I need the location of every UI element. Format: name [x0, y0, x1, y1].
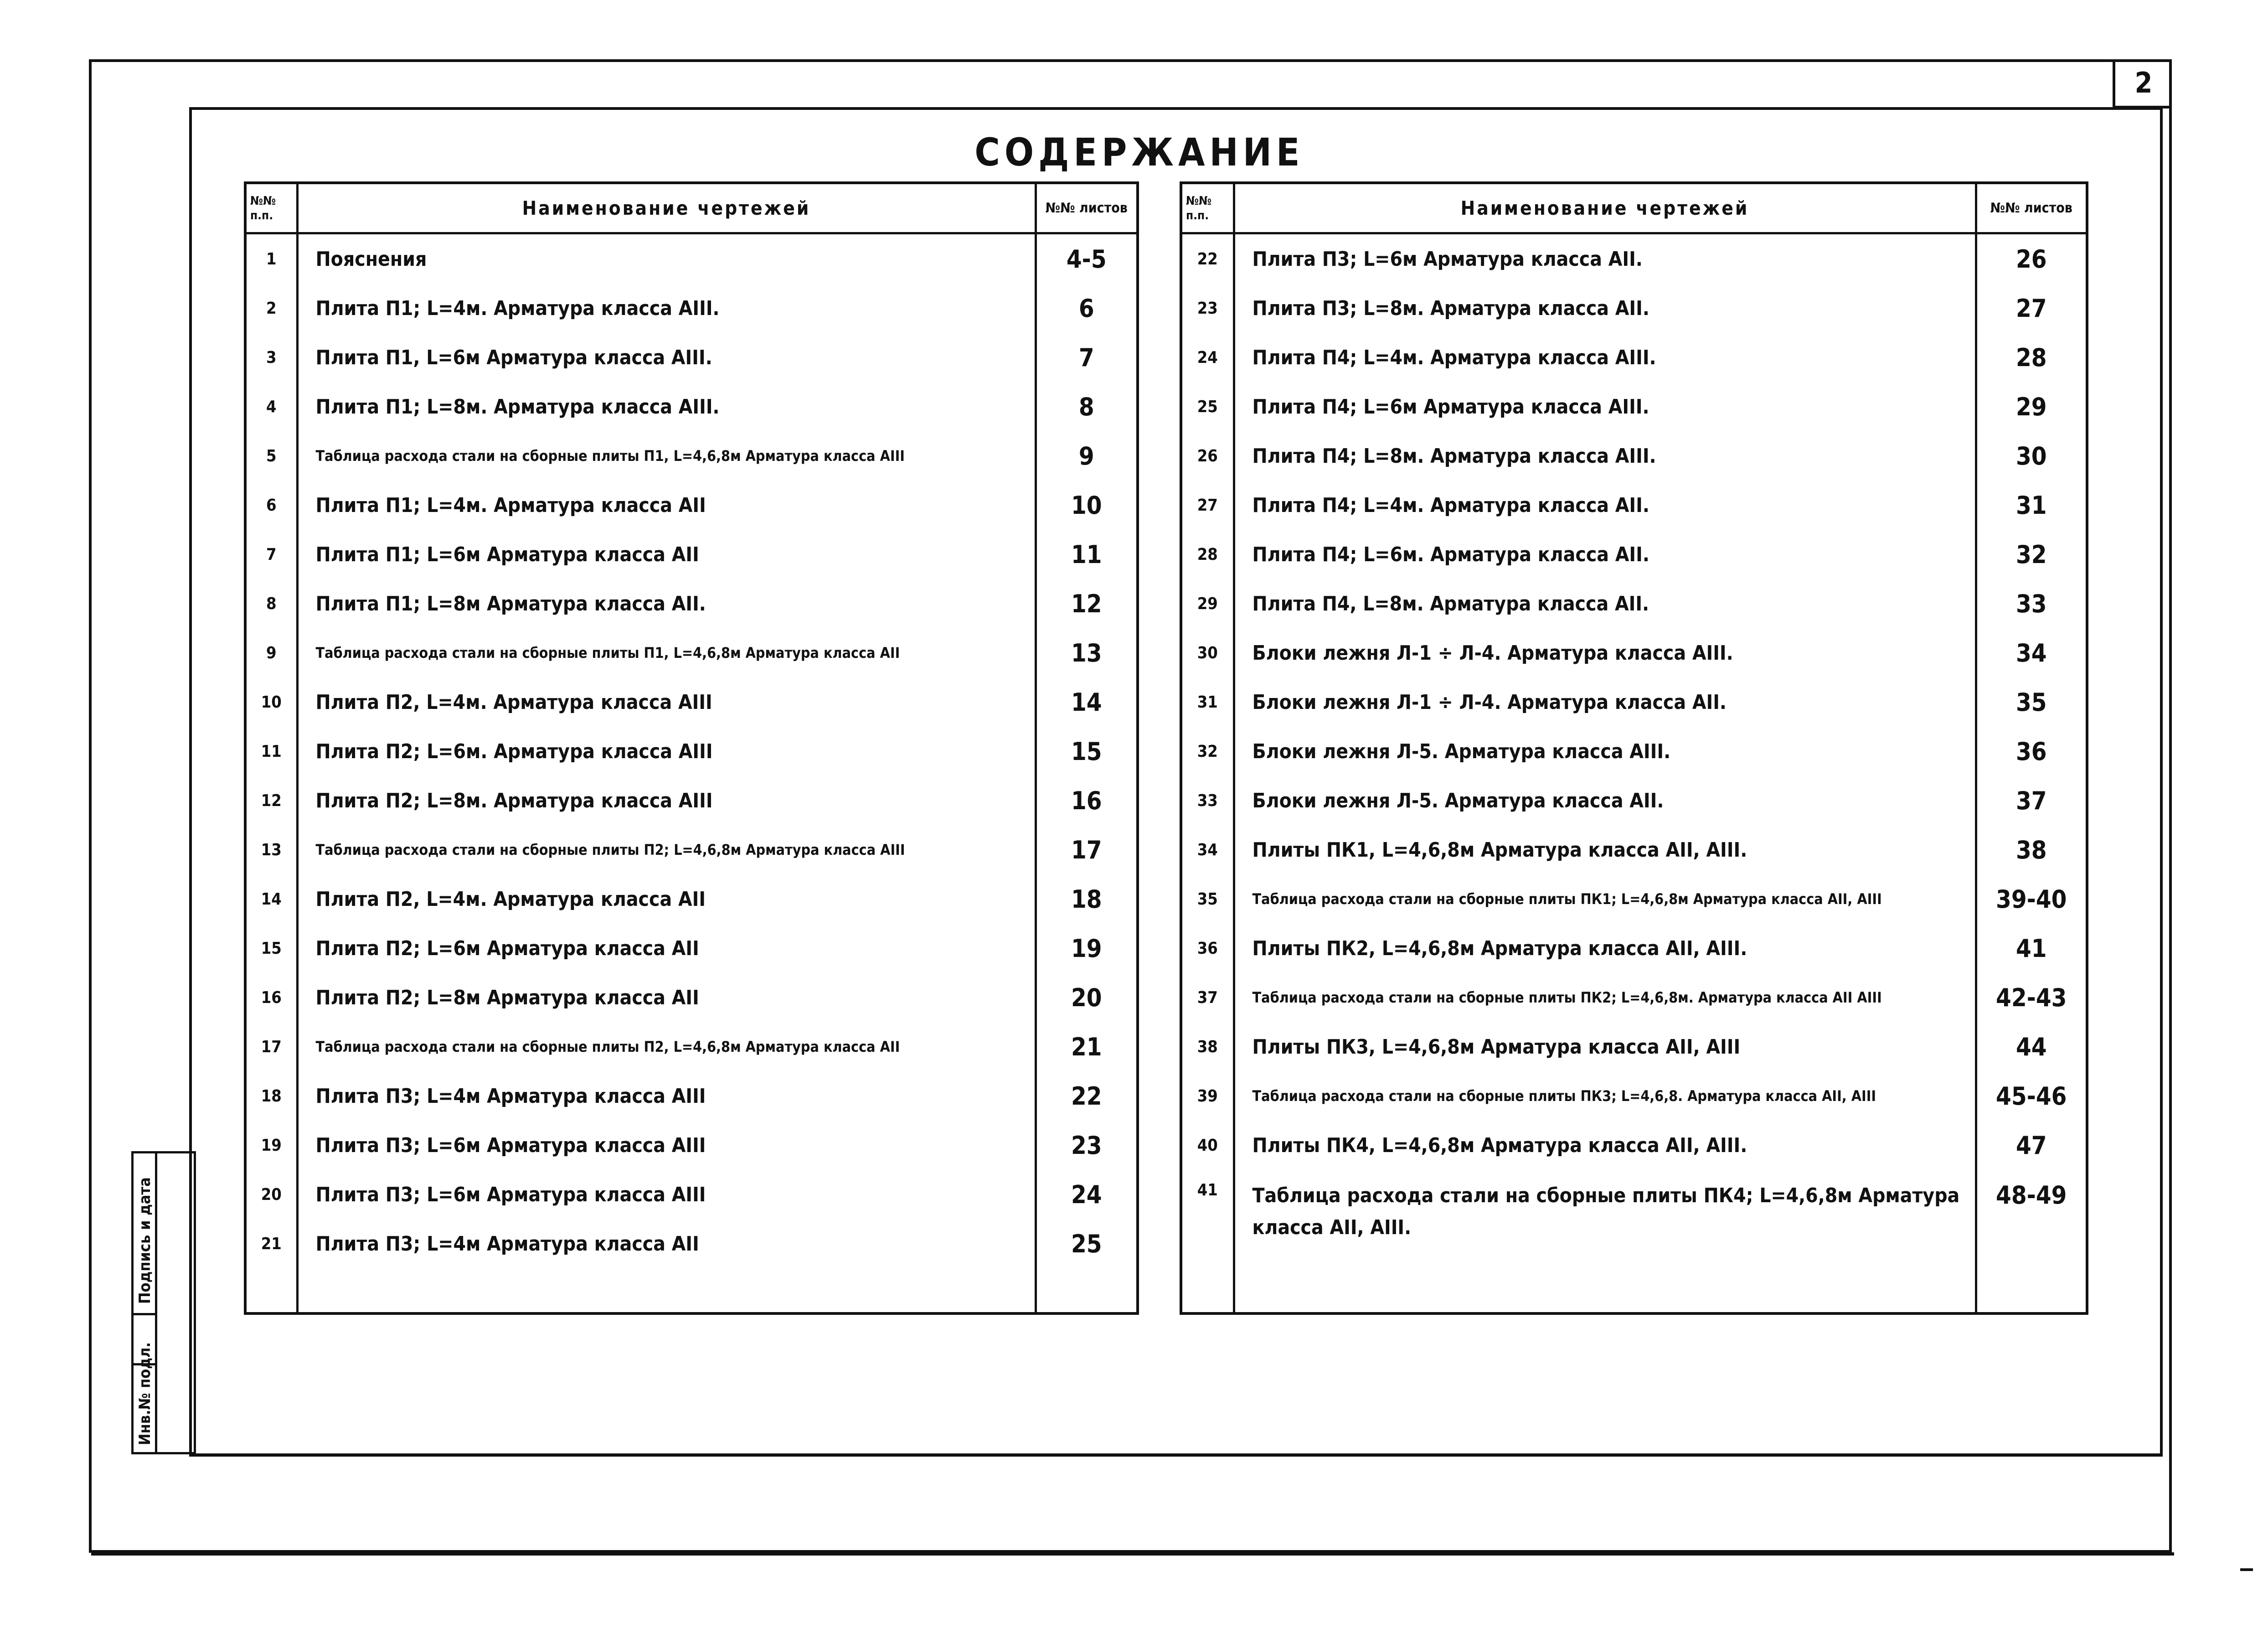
sheet-numbers: 18: [1036, 874, 1138, 924]
empty-cell: [297, 1268, 1036, 1313]
table-row: [245, 1071, 1138, 1121]
row-number: 4: [245, 382, 297, 431]
header-sheets: №№ листов: [1036, 183, 1138, 233]
table-row: [245, 874, 1138, 924]
drawing-name: Пояснения: [297, 233, 1036, 284]
table-row: [245, 924, 1138, 973]
table-row: [245, 1121, 1138, 1170]
sheet-numbers: 17: [1036, 825, 1138, 874]
sheet-numbers: 14: [1036, 677, 1138, 727]
sheet-numbers: 35: [1976, 677, 2087, 727]
table-row: [245, 1022, 1138, 1071]
sheet-numbers: 30: [1976, 431, 2087, 481]
sheet-number: 2: [2113, 59, 2172, 109]
table-row: [245, 973, 1138, 1022]
row-number: 12: [245, 776, 297, 825]
sheet-numbers: 37: [1976, 776, 2087, 825]
sheet-numbers: 42-43: [1976, 973, 2087, 1022]
table-row: [245, 233, 1138, 284]
drawing-name: Таблица расхода стали на сборные плиты П1, L=4,6,8м Арматура класса АIII: [297, 431, 1036, 481]
sheet-numbers: 22: [1036, 1071, 1138, 1121]
sheet-numbers: 31: [1976, 481, 2087, 530]
margin-dash: [2240, 1568, 2253, 1571]
table-row: [1181, 973, 2087, 1022]
sheet-numbers: 21: [1036, 1022, 1138, 1071]
table-row: [245, 677, 1138, 727]
drawing-name: Плита П4; L=4м. Арматура класса АII.: [1234, 481, 1976, 530]
drawing-name: Блоки лежня Л-5. Арматура класса АIII.: [1234, 727, 1976, 776]
table-header-row: [1181, 183, 2087, 233]
stamp-inventory-label: Инв.№ подл.: [136, 1342, 154, 1445]
sheet-numbers: 10: [1036, 481, 1138, 530]
stamp-signature-date-label: Подпись и дата: [136, 1177, 154, 1304]
sheet-numbers: 39-40: [1976, 874, 2087, 924]
row-number: 27: [1181, 481, 1234, 530]
row-number: 24: [1181, 333, 1234, 382]
table-row: [245, 431, 1138, 481]
drawing-name: Плита П3; L=6м Арматура класса АIII: [297, 1121, 1036, 1170]
drawing-name: Таблица расхода стали на сборные плиты П1, L=4,6,8м Арматура класса АII: [297, 628, 1036, 677]
sheet-numbers: 36: [1976, 727, 2087, 776]
table-row: [245, 1219, 1138, 1268]
drawing-name: Плита П1; L=6м Арматура класса АII: [297, 530, 1036, 579]
table-row: [245, 579, 1138, 628]
bottom-border-line: [91, 1552, 2174, 1556]
drawing-name: Плита П1; L=4м. Арматура класса АIII.: [297, 284, 1036, 333]
contents-table-left: [244, 181, 1139, 1315]
row-number: 21: [245, 1219, 297, 1268]
drawing-name: Плита П3; L=4м Арматура класса АIII: [297, 1071, 1036, 1121]
row-number: 28: [1181, 530, 1234, 579]
sheet-numbers: 27: [1976, 284, 2087, 333]
table-row: [245, 628, 1138, 677]
table-row: [1181, 1071, 2087, 1121]
row-number: 18: [245, 1071, 297, 1121]
sheet-numbers: 13: [1036, 628, 1138, 677]
drawing-name: Плита П2; L=8м Арматура класса АII: [297, 973, 1036, 1022]
table-row: [245, 825, 1138, 874]
table-row: [1181, 333, 2087, 382]
row-number: 22: [1181, 233, 1234, 284]
sheet-numbers: 32: [1976, 530, 2087, 579]
sheet-numbers: 45-46: [1976, 1071, 2087, 1121]
contents-table-right: [1180, 181, 2088, 1315]
drawing-name: Блоки лежня Л-1 ÷ Л-4. Арматура класса АIII.: [1234, 628, 1976, 677]
row-number: 32: [1181, 727, 1234, 776]
sheet-numbers: 15: [1036, 727, 1138, 776]
table-row: [1181, 284, 2087, 333]
drawing-name: Плита П3; L=4м Арматура класса АII: [297, 1219, 1036, 1268]
sheet-numbers: 20: [1036, 973, 1138, 1022]
row-number: 19: [245, 1121, 297, 1170]
row-number: 39: [1181, 1071, 1234, 1121]
sheet-numbers: 33: [1976, 579, 2087, 628]
drawing-name: Блоки лежня Л-1 ÷ Л-4. Арматура класса АII.: [1234, 677, 1976, 727]
drawing-name: Плита П2; L=6м. Арматура класса АIII: [297, 727, 1036, 776]
row-number: 17: [245, 1022, 297, 1071]
sheet-numbers: 38: [1976, 825, 2087, 874]
drawing-name: Плита П1, L=6м Арматура класса АIII.: [297, 333, 1036, 382]
sheet-numbers: 11: [1036, 530, 1138, 579]
header-drawing-name: Наименование чертежей: [1234, 183, 1976, 233]
table-row: [245, 530, 1138, 579]
drawing-name: Плиты ПК4, L=4,6,8м Арматура класса АII, АIII.: [1234, 1121, 1976, 1170]
row-number: 10: [245, 677, 297, 727]
table-row: [1181, 431, 2087, 481]
table-row: [1181, 874, 2087, 924]
table-row: [245, 727, 1138, 776]
table-row: [245, 1170, 1138, 1219]
page-title: СОДЕРЖАНИЕ: [974, 130, 1304, 175]
header-number: №№ п.п.: [245, 183, 297, 233]
row-number: 13: [245, 825, 297, 874]
row-number: 6: [245, 481, 297, 530]
table-row: [1181, 481, 2087, 530]
sheet-numbers: 47: [1976, 1121, 2087, 1170]
row-number: 37: [1181, 973, 1234, 1022]
row-number: 34: [1181, 825, 1234, 874]
empty-cell: [245, 1268, 297, 1313]
sheet-numbers: 41: [1976, 924, 2087, 973]
drawing-name: Плита П2, L=4м. Арматура класса АII: [297, 874, 1036, 924]
drawing-name: Плиты ПК1, L=4,6,8м Арматура класса АII, АIII.: [1234, 825, 1976, 874]
row-number: 16: [245, 973, 297, 1022]
sheet-numbers: 16: [1036, 776, 1138, 825]
sheet-numbers: 28: [1976, 333, 2087, 382]
row-number: 20: [245, 1170, 297, 1219]
table-row: [1181, 233, 2087, 284]
drawing-name: Плиты ПК3, L=4,6,8м Арматура класса АII, АIII: [1234, 1022, 1976, 1071]
row-number: 5: [245, 431, 297, 481]
row-number: 14: [245, 874, 297, 924]
table-row: [1181, 579, 2087, 628]
row-number: 11: [245, 727, 297, 776]
sheet-numbers: 48-49: [1976, 1170, 2087, 1244]
table-row: [245, 481, 1138, 530]
header-sheets: №№ листов: [1976, 183, 2087, 233]
drawing-name: Плита П1; L=8м Арматура класса АII.: [297, 579, 1036, 628]
sheet-numbers: 25: [1036, 1219, 1138, 1268]
table-row: [1181, 1170, 2087, 1244]
row-number: 3: [245, 333, 297, 382]
sheet-numbers: 6: [1036, 284, 1138, 333]
table-row: [245, 382, 1138, 431]
drawing-name: Плита П4; L=6м Арматура класса АIII.: [1234, 382, 1976, 431]
row-number: 31: [1181, 677, 1234, 727]
empty-cell: [1181, 1244, 1234, 1313]
table-row: [245, 333, 1138, 382]
drawing-name: Плита П2; L=6м Арматура класса АII: [297, 924, 1036, 973]
stamp-divider: [131, 1313, 157, 1315]
table-row: [1181, 727, 2087, 776]
sheet-numbers: 9: [1036, 431, 1138, 481]
header-number: №№ п.п.: [1181, 183, 1234, 233]
drawing-name: Плита П2, L=4м. Арматура класса АIII: [297, 677, 1036, 727]
row-number: 7: [245, 530, 297, 579]
table-row: [1181, 677, 2087, 727]
sheet-numbers: 44: [1976, 1022, 2087, 1071]
sheet-numbers: 19: [1036, 924, 1138, 973]
drawing-name: Таблица расхода стали на сборные плиты ПК3; L=4,6,8. Арматура класса АII, АIII: [1234, 1071, 1976, 1121]
drawing-name: Плита П3; L=8м. Арматура класса АII.: [1234, 284, 1976, 333]
drawing-name: Плиты ПК2, L=4,6,8м Арматура класса АII, АIII.: [1234, 924, 1976, 973]
table-row: [1181, 924, 2087, 973]
approval-stamp-blank-column: [157, 1151, 196, 1454]
row-number: 33: [1181, 776, 1234, 825]
empty-cell: [1234, 1244, 1976, 1313]
sheet-numbers: 8: [1036, 382, 1138, 431]
drawing-name: Таблица расхода стали на сборные плиты ПК2; L=4,6,8м. Арматура класса АII АIII: [1234, 973, 1976, 1022]
table-row: [245, 284, 1138, 333]
row-number: 38: [1181, 1022, 1234, 1071]
table-filler-row: [245, 1268, 1138, 1313]
drawing-name: Плита П1; L=8м. Арматура класса АIII.: [297, 382, 1036, 431]
sheet-numbers: 12: [1036, 579, 1138, 628]
row-number: 30: [1181, 628, 1234, 677]
table-row: [1181, 628, 2087, 677]
header-drawing-name: Наименование чертежей: [297, 183, 1036, 233]
drawing-name: Плита П4; L=4м. Арматура класса АIII.: [1234, 333, 1976, 382]
sheet-numbers: 23: [1036, 1121, 1138, 1170]
row-number: 23: [1181, 284, 1234, 333]
drawing-name: Плита П2; L=8м. Арматура класса АIII: [297, 776, 1036, 825]
drawing-name: Таблица расхода стали на сборные плиты П2; L=4,6,8м Арматура класса АIII: [297, 825, 1036, 874]
empty-cell: [1036, 1268, 1138, 1313]
drawing-name: Таблица расхода стали на сборные плиты ПК1; L=4,6,8м Арматура класса АII, АIII: [1234, 874, 1976, 924]
sheet-numbers: 24: [1036, 1170, 1138, 1219]
empty-cell: [1976, 1244, 2087, 1313]
row-number: 8: [245, 579, 297, 628]
row-number: 25: [1181, 382, 1234, 431]
drawing-name: Плита П4, L=8м. Арматура класса АII.: [1234, 579, 1976, 628]
table-row: [1181, 776, 2087, 825]
row-number: 40: [1181, 1121, 1234, 1170]
sheet-numbers: 34: [1976, 628, 2087, 677]
row-number: 15: [245, 924, 297, 973]
table-row: [1181, 825, 2087, 874]
drawing-name: Плита П1; L=4м. Арматура класса АII: [297, 481, 1036, 530]
row-number: 9: [245, 628, 297, 677]
drawing-name: Таблица расхода стали на сборные плиты П2, L=4,6,8м Арматура класса АII: [297, 1022, 1036, 1071]
row-number: 29: [1181, 579, 1234, 628]
drawing-name: Плита П4; L=6м. Арматура класса АII.: [1234, 530, 1976, 579]
table-row: [245, 776, 1138, 825]
row-number: 35: [1181, 874, 1234, 924]
sheet-numbers: 4-5: [1036, 233, 1138, 284]
table-header-row: [245, 183, 1138, 233]
table-row: [1181, 530, 2087, 579]
row-number: 26: [1181, 431, 1234, 481]
row-number: 1: [245, 233, 297, 284]
table-row: [1181, 1022, 2087, 1071]
sheet-numbers: 29: [1976, 382, 2087, 431]
drawing-name: Блоки лежня Л-5. Арматура класса АII.: [1234, 776, 1976, 825]
drawing-name: Плита П4; L=8м. Арматура класса АIII.: [1234, 431, 1976, 481]
sheet-numbers: 26: [1976, 233, 2087, 284]
table-filler-row: [1181, 1244, 2087, 1313]
row-number: 2: [245, 284, 297, 333]
drawing-name: Плита П3; L=6м Арматура класса АII.: [1234, 233, 1976, 284]
drawing-name: Плита П3; L=6м Арматура класса АIII: [297, 1170, 1036, 1219]
row-number: 36: [1181, 924, 1234, 973]
table-row: [1181, 382, 2087, 431]
drawing-name: Таблица расхода стали на сборные плиты ПК4; L=4,6,8м Арматура класса АII, АIII.: [1234, 1170, 1976, 1244]
row-number: 41: [1181, 1170, 1234, 1244]
sheet-numbers: 7: [1036, 333, 1138, 382]
table-row: [1181, 1121, 2087, 1170]
